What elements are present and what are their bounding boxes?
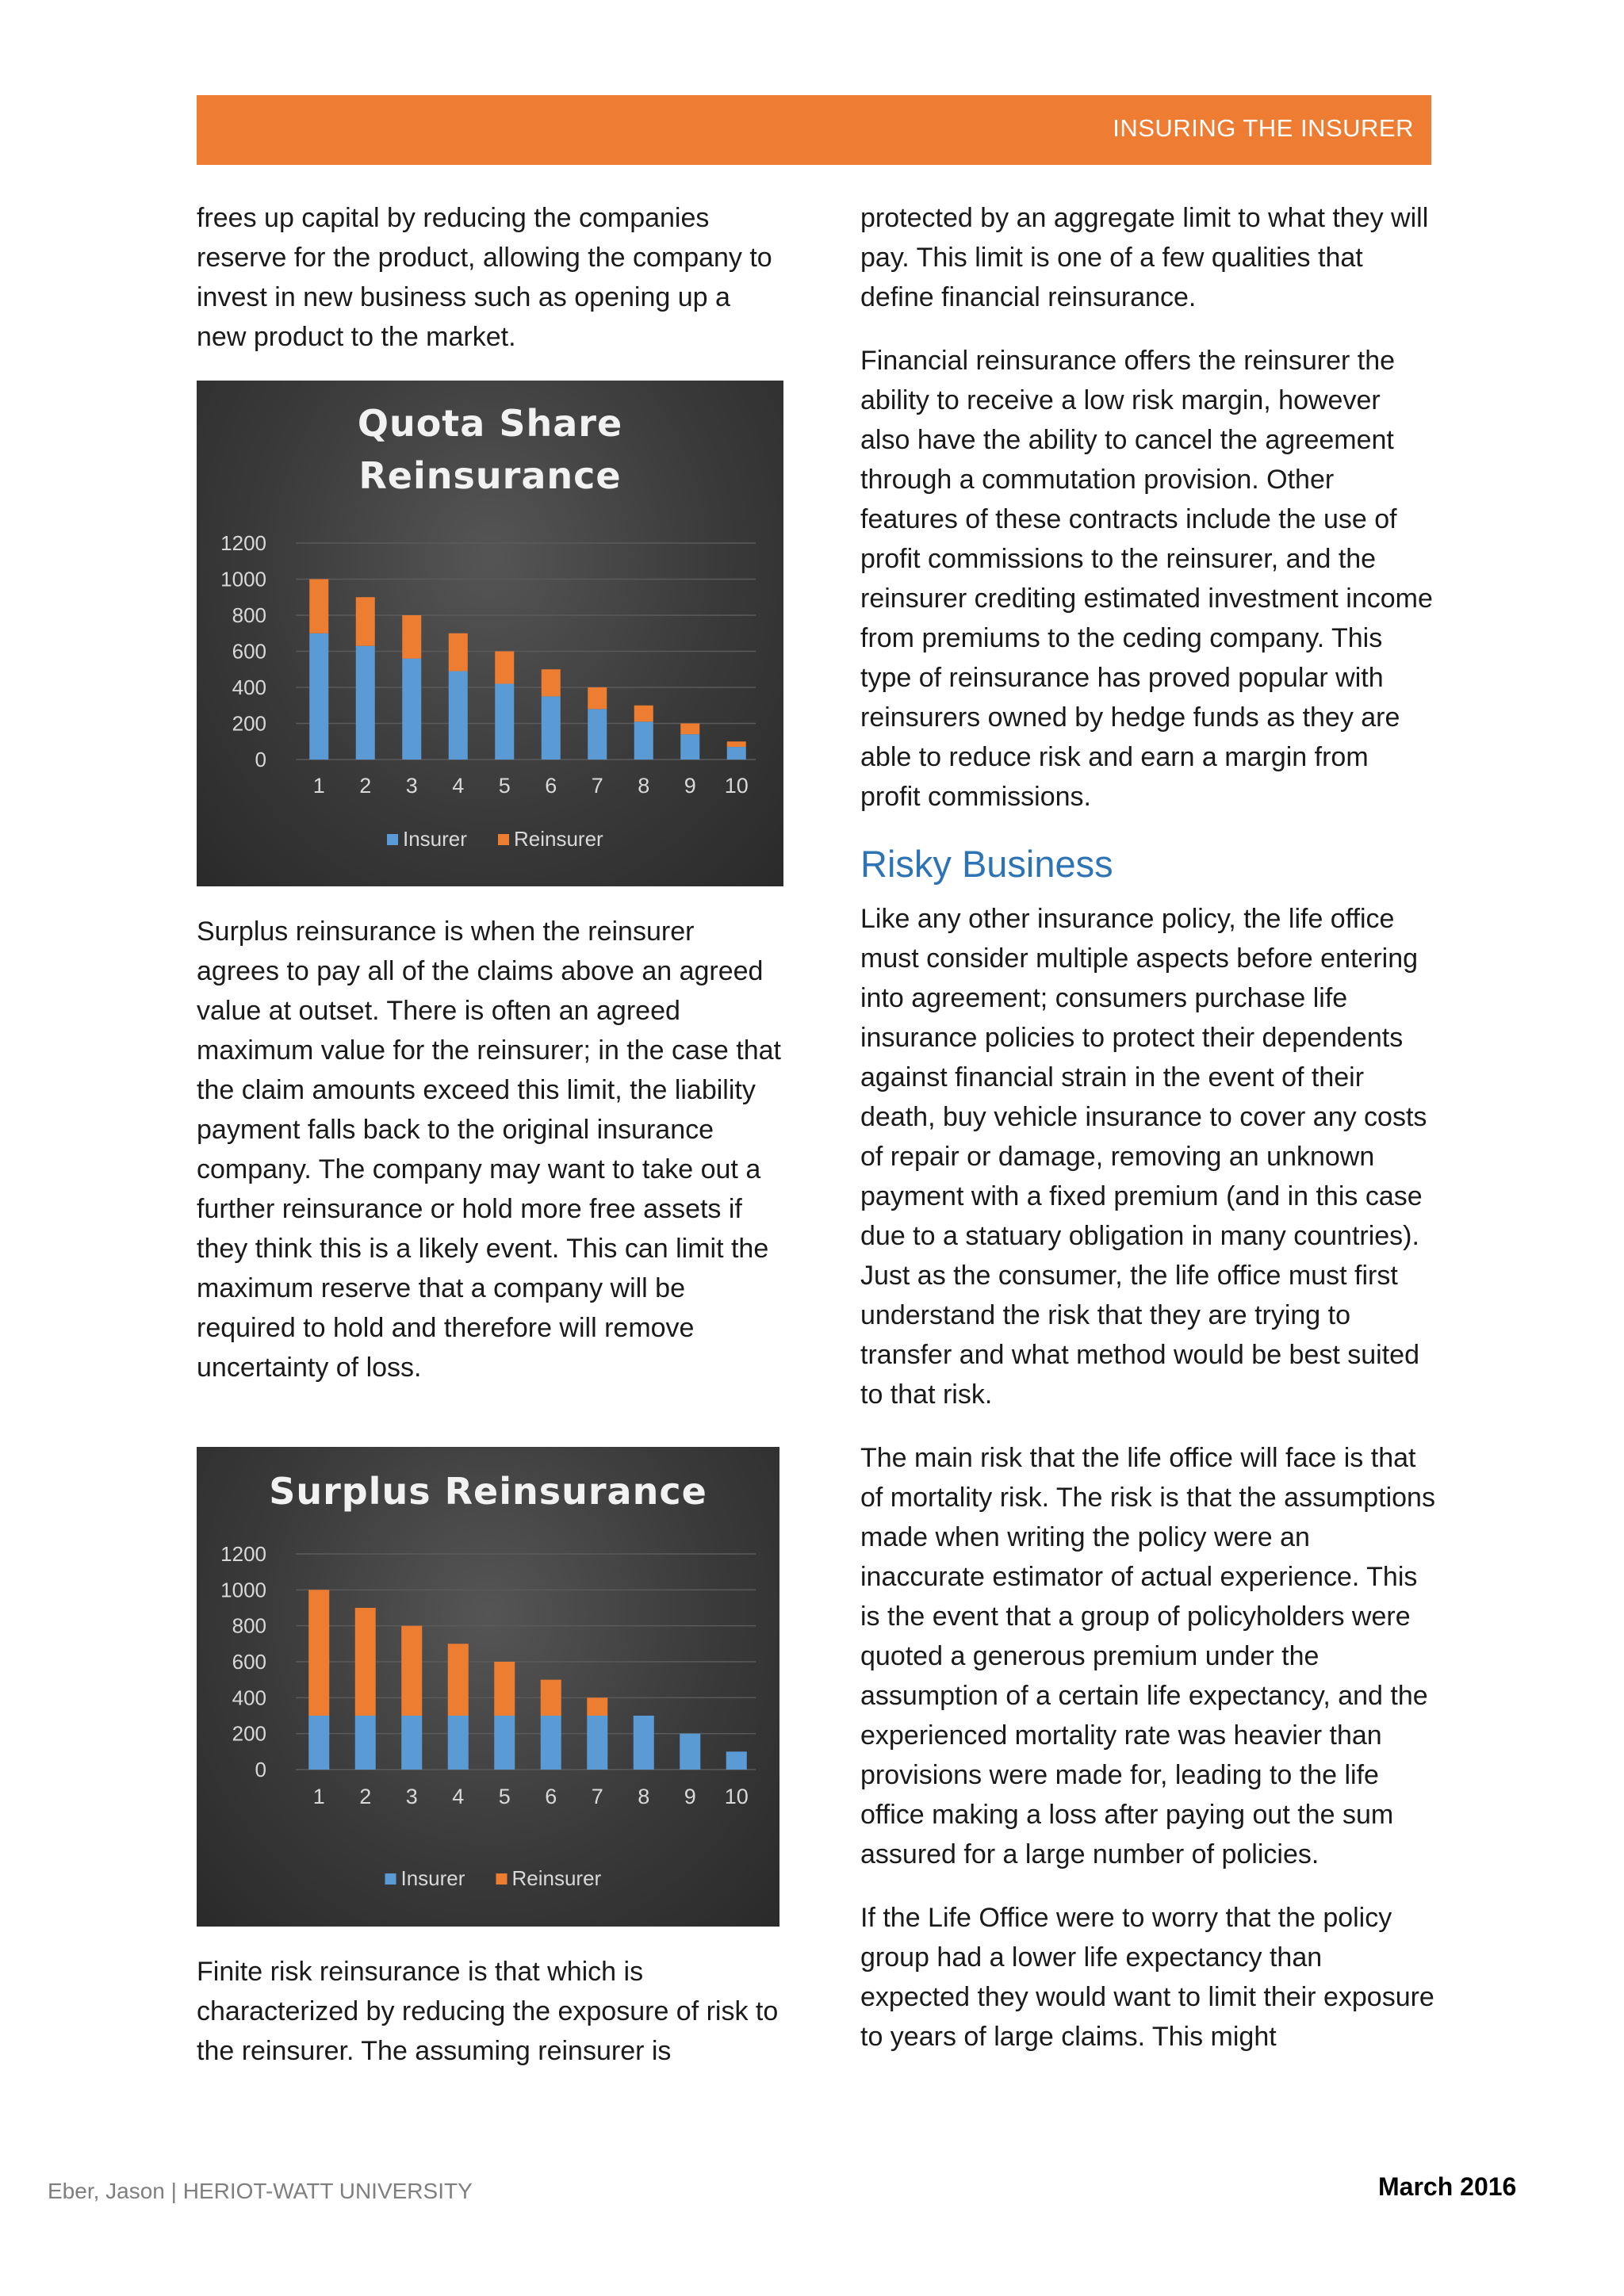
quota-share-y-tick-label: 400: [232, 675, 266, 699]
surplus-x-tick-label: 2: [359, 1785, 372, 1808]
surplus-x-tick-label: 6: [545, 1785, 557, 1808]
surplus-bar-reinsurer: [541, 1680, 561, 1716]
right-paragraph-4: The main risk that the life office will face is that of mortality risk. The risk is that the assumptions made when writing the policy were an inaccurate estimator of actual experience. This is the event that a group of policyholders were quoted a generous premium under the assumption of a certain life expectancy, and the experienced mortality rate was heavier than provisions were made for, leading to the life office making a loss after paying out the sum assured for a large number of policies.: [860, 1443, 1435, 1869]
surplus-x-tick-label: 8: [638, 1785, 650, 1808]
quota-share-bar-insurer: [680, 734, 699, 760]
surplus-bar-insurer: [726, 1751, 747, 1770]
surplus-y-tick-label: 1000: [220, 1578, 266, 1602]
surplus-chart: [197, 1447, 779, 1927]
quota-share-bar-reinsurer: [402, 615, 421, 659]
quota-share-y-tick-label: 0: [255, 748, 266, 771]
surplus-y-tick-label: 600: [232, 1650, 266, 1674]
surplus-x-tick-label: 10: [724, 1785, 749, 1808]
quota-share-y-tick-label: 800: [232, 603, 266, 627]
surplus-bar-reinsurer: [494, 1662, 515, 1716]
quota-share-bar-reinsurer: [727, 741, 746, 747]
quota-share-x-tick-label: 10: [724, 774, 749, 798]
quota-share-bar-reinsurer: [309, 580, 328, 633]
surplus-x-tick-label: 1: [312, 1785, 325, 1808]
surplus-bar-reinsurer: [587, 1697, 607, 1716]
surplus-bar-reinsurer: [355, 1608, 376, 1716]
quota-share-bar-insurer: [495, 683, 514, 760]
surplus-legend-swatch-reinsurer: [496, 1873, 508, 1885]
quota-share-bar-insurer: [588, 709, 607, 760]
surplus-chart-title: Surplus Reinsurance: [269, 1470, 707, 1513]
surplus-bar-insurer: [680, 1734, 700, 1770]
quota-share-bar-insurer: [449, 672, 468, 760]
surplus-y-tick-label: 0: [255, 1758, 266, 1781]
surplus-x-tick-label: 5: [498, 1785, 511, 1808]
left-paragraph-3: Finite risk reinsurance is that which is characterized by reducing the exposure of risk to the reinsurer. The assuming reinsurer is: [197, 1957, 779, 2066]
right-paragraph-1: protected by an aggregate limit to what they will pay. This limit is one of a few qualities that define financial reinsurance.: [860, 203, 1429, 312]
surplus-bar-insurer: [494, 1716, 515, 1770]
surplus-bar-reinsurer: [401, 1626, 422, 1716]
quota-share-x-tick-label: 2: [359, 774, 372, 798]
footer-author: Eber, Jason | HERIOT-WATT UNIVERSITY: [48, 2179, 473, 2203]
quota-share-bar-insurer: [356, 646, 375, 760]
quota-share-bar-insurer: [634, 721, 653, 760]
left-paragraph-1: frees up capital by reducing the companies reserve for the product, allowing the company to invest in new business such as opening up a new product to the market.: [197, 203, 772, 352]
quota-share-y-tick-label: 200: [232, 711, 266, 736]
footer-date: March 2016: [1378, 2172, 1517, 2201]
right-paragraph-5: If the Life Office were to worry that the policy group had a lower life expectancy than expected they would want to limit their exposure to years of large claims. This might: [860, 1903, 1434, 2052]
quota-share-bar-insurer: [309, 633, 328, 760]
left-paragraph-2: Surplus reinsurance is when the reinsurer agrees to pay all of the claims above an agreed value at outset. There is often an agreed maximum value for the reinsurer; in the case that the claim amounts exceed this limit, the liability payment falls back to the original insurance company. The company may want to take out a further reinsurance or hold more free assets if they think this is a likely event. This can limit the maximum reserve that a company will be required to hold and therefore will remove uncertainty of loss.: [197, 916, 781, 1383]
quota-share-bar-reinsurer: [356, 597, 375, 645]
surplus-y-tick-label: 200: [232, 1721, 266, 1746]
surplus-bar-insurer: [355, 1716, 376, 1770]
surplus-legend-label: Insurer: [400, 1866, 465, 1890]
quota-share-legend-label: Reinsurer: [514, 827, 603, 851]
running-header-title: INSURING THE INSURER: [1113, 114, 1414, 142]
surplus-legend-label: Reinsurer: [511, 1866, 602, 1890]
quota-share-y-tick-label: 1200: [220, 531, 266, 555]
quota-share-y-tick-label: 1000: [220, 567, 266, 591]
quota-share-chart-title: Reinsurance: [358, 454, 622, 497]
surplus-bar-insurer: [587, 1716, 607, 1770]
left-column: [197, 198, 783, 381]
surplus-y-tick-label: 800: [232, 1613, 266, 1638]
quota-share-x-tick-label: 3: [405, 774, 418, 798]
quota-share-bar-insurer: [727, 747, 746, 760]
quota-share-x-tick-label: 4: [452, 774, 465, 798]
quota-share-bar-reinsurer: [634, 706, 653, 721]
quota-share-x-tick-label: 5: [498, 774, 511, 798]
surplus-bar-insurer: [448, 1716, 469, 1770]
surplus-x-tick-label: 9: [684, 1785, 696, 1808]
quota-share-x-tick-label: 8: [638, 774, 650, 798]
left-column-bottom: [197, 1952, 783, 2095]
quota-share-chart: [197, 381, 783, 886]
quota-share-bar-insurer: [402, 659, 421, 760]
quota-share-bar-insurer: [542, 696, 561, 760]
surplus-bar-insurer: [401, 1716, 422, 1770]
surplus-bar-insurer: [634, 1716, 654, 1770]
quota-share-bar-reinsurer: [588, 687, 607, 709]
quota-share-bar-reinsurer: [680, 724, 699, 735]
quota-share-chart-title: Quota Share: [357, 402, 623, 445]
quota-share-bar-reinsurer: [495, 652, 514, 684]
right-paragraph-3: Like any other insurance policy, the life office must consider multiple aspects before entering into agreement; consumers purchase life insurance policies to protect their dependents against financial strain in the event of their death, buy vehicle insurance to cover any costs of repair or damage, removing an unknown payment with a fixed premium (and in this case due to a statuary obligation in many countries). Just as the consumer, the life office must first understand the risk that they are trying to transfer and what method would be best suited to that risk.: [860, 904, 1427, 1410]
surplus-y-tick-label: 1200: [220, 1542, 266, 1566]
surplus-x-tick-label: 4: [452, 1785, 465, 1808]
quota-share-bar-reinsurer: [542, 669, 561, 696]
quota-share-x-tick-label: 7: [591, 774, 603, 798]
surplus-y-tick-label: 400: [232, 1686, 266, 1710]
surplus-bar-reinsurer: [448, 1644, 469, 1716]
surplus-bar-insurer: [308, 1716, 329, 1770]
quota-share-legend-swatch-reinsurer: [498, 834, 509, 845]
quota-share-x-tick-label: 9: [684, 774, 696, 798]
surplus-x-tick-label: 3: [405, 1785, 418, 1808]
surplus-chart-svg: [197, 1447, 779, 1927]
quota-share-legend-label: Insurer: [403, 827, 467, 851]
surplus-bar-insurer: [541, 1716, 561, 1770]
left-column-middle: [197, 912, 783, 1411]
header-bar: [197, 95, 1431, 165]
quota-share-chart-svg: [197, 381, 783, 886]
quota-share-x-tick-label: 1: [312, 774, 325, 798]
surplus-bar-reinsurer: [308, 1590, 329, 1716]
surplus-legend-swatch-insurer: [385, 1873, 396, 1885]
right-column: [860, 198, 1435, 2080]
quota-share-legend-swatch-insurer: [387, 834, 398, 845]
quota-share-y-tick-label: 600: [232, 639, 266, 664]
section-heading: Risky Business: [860, 843, 1113, 885]
surplus-x-tick-label: 7: [591, 1785, 603, 1808]
quota-share-bar-reinsurer: [449, 633, 468, 672]
quota-share-x-tick-label: 6: [545, 774, 557, 798]
right-paragraph-2: Financial reinsurance offers the reinsurer the ability to receive a low risk margin, however also have the ability to cancel the agreement through a commutation provision. Other features of these contracts include the use of profit commissions to the reinsurer, and the reinsurer crediting estimated investment income from premiums to the ceding company. This type of reinsurance has proved popular with reinsurers owned by hedge funds as they are able to reduce risk and earn a margin from profit commissions.: [860, 346, 1433, 812]
